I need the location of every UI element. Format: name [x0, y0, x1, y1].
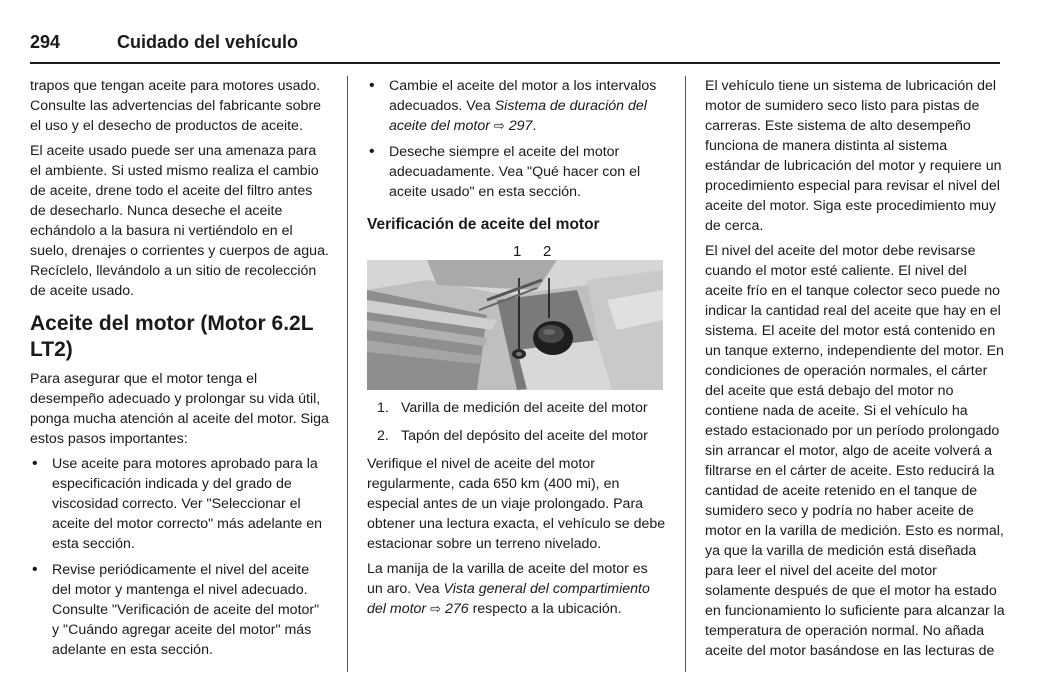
- engine-oil-figure: [367, 242, 663, 392]
- figure-captions: [367, 398, 667, 446]
- page-ref-arrow-icon: ⇨: [430, 601, 441, 616]
- bullet-item: • Revise periódicamente el nivel del aceite del motor y mantenga el nivel adecuado. Consulte "Verificación de aceite del motor" y "Cuándo agregar aceite del motor" más adelante en esta sección.: [30, 560, 330, 660]
- bullet-item: • Deseche siempre el aceite del motor adecuadamente. Vea "Qué hacer con el aceite usado" en esta sección.: [367, 142, 667, 202]
- cross-reference-link[interactable]: Sistema de duración del aceite del motor: [389, 98, 647, 134]
- running-title: Cuidado del vehículo: [117, 32, 299, 52]
- paragraph: trapos que tengan aceite para motores usado. Consulte las advertencias del fabricante sobre el uso y el desecho de productos de aceite.: [30, 78, 322, 134]
- bullet-item: • Use aceite para motores aprobado para la especificación indicada y del grado de viscosidad correcto. Ver "Seleccionar el aceite del motor correcto" más adelante en esta sección.: [30, 454, 330, 554]
- header-rule: [30, 62, 1000, 64]
- column-2: [367, 76, 667, 624]
- paragraph: El aceite usado puede ser una amenaza para el ambiente. Si usted mismo realiza el cambio de aceite, drene todo el aceite del filtro antes de desecharlo. Nunca deseche el aceite echándolo a la basura ni vertiéndolo en el suelo, drenajes o corrientes y cuerpos de agua. Recíclelo, llevándolo a un sitio de recolección de aceite usado.: [30, 143, 329, 299]
- caption-item: 2. Tapón del depósito del aceite del motor: [377, 428, 648, 444]
- column-3: [705, 76, 1005, 666]
- cross-reference-link[interactable]: Vista general del compartimiento del motor: [367, 581, 650, 617]
- page-ref-arrow-icon: ⇨: [493, 118, 505, 133]
- paragraph: Para asegurar que el motor tenga el desempeño adecuado y prolongar su vida útil, ponga mucha atención al aceite del motor. Siga estos pasos importantes:: [30, 371, 329, 447]
- engine-compartment-illustration: [367, 260, 663, 390]
- page-reference[interactable]: 276: [444, 601, 469, 617]
- subsection-title: Verificación de aceite del motor: [367, 216, 600, 233]
- figure-callout-1: 1: [513, 243, 522, 260]
- figure-callout-2: 2: [543, 243, 552, 260]
- page-number: 294: [30, 32, 61, 52]
- page-header: [30, 32, 1000, 62]
- column-divider-1: [347, 76, 348, 672]
- page-reference[interactable]: 297: [508, 118, 533, 134]
- paragraph: Verifique el nivel de aceite del motor regularmente, cada 650 km (400 mi), en especial antes de un viaje prolongado. Para obtener una lectura exacta, el vehículo se debe estacionar sobre un terreno nivelado.: [367, 456, 666, 552]
- paragraph: El vehículo tiene un sistema de lubricación del motor de sumidero seco listo para pistas de carreras. Este sistema de alto desempeño funciona de manera distinta al sistema estándar de lubricación del motor y requiere un procedimiento especial para revisar el nivel del aceite del motor. Siga este procedimiento muy de cerca.: [705, 78, 1002, 234]
- column-1: [30, 76, 330, 666]
- section-title: Aceite del motor (Motor 6.2L LT2): [30, 312, 314, 361]
- bullet-item: • Cambie el aceite del motor a los intervalos adecuados. Vea Sistema de duración del aceite del motor ⇨ 297.: [367, 76, 667, 136]
- engine-compartment-photo: [367, 260, 663, 390]
- paragraph: El nivel del aceite del motor debe revisarse cuando el motor esté caliente. El nivel del aceite frío en el tanque colector seco puede no indicar la cantidad real del aceite que hay en el sistema. El aceite del motor está contenido en un tanque externo, independiente del motor. En condiciones de operación normales, el cárter del aceite que está debajo del motor no contiene nada de aceite. Si el vehículo ha estado estacionado por un período prolongado sin arrancar el motor, algo de aceite volverá a filtrarse en el cárter de aceite. Esto reducirá la cantidad de aceite retenido en el tanque de sumidero seco y podría no haber aceite de motor en la varilla de medición. Esto es normal, ya que la varilla de medición está diseñada para leer el nivel del aceite del motor solamente después de que el motor ha estado en funcionamiento lo suficiente para alcanzar la temperatura de operación normal. No añada aceite del motor basándose en las lecturas de: [705, 243, 1005, 659]
- bullet-list: [367, 76, 667, 202]
- column-divider-2: [685, 76, 686, 672]
- caption-item: 1. Varilla de medición del aceite del motor: [377, 400, 648, 416]
- bullet-text: Cambie el aceite del motor a los intervalos adecuados. Vea: [389, 78, 657, 114]
- paragraph: La manija de la varilla de aceite del motor es un aro. Vea Vista general del compartimiento del motor ⇨ 276 respecto a la ubicación.: [367, 561, 650, 617]
- bullet-list: [30, 454, 330, 660]
